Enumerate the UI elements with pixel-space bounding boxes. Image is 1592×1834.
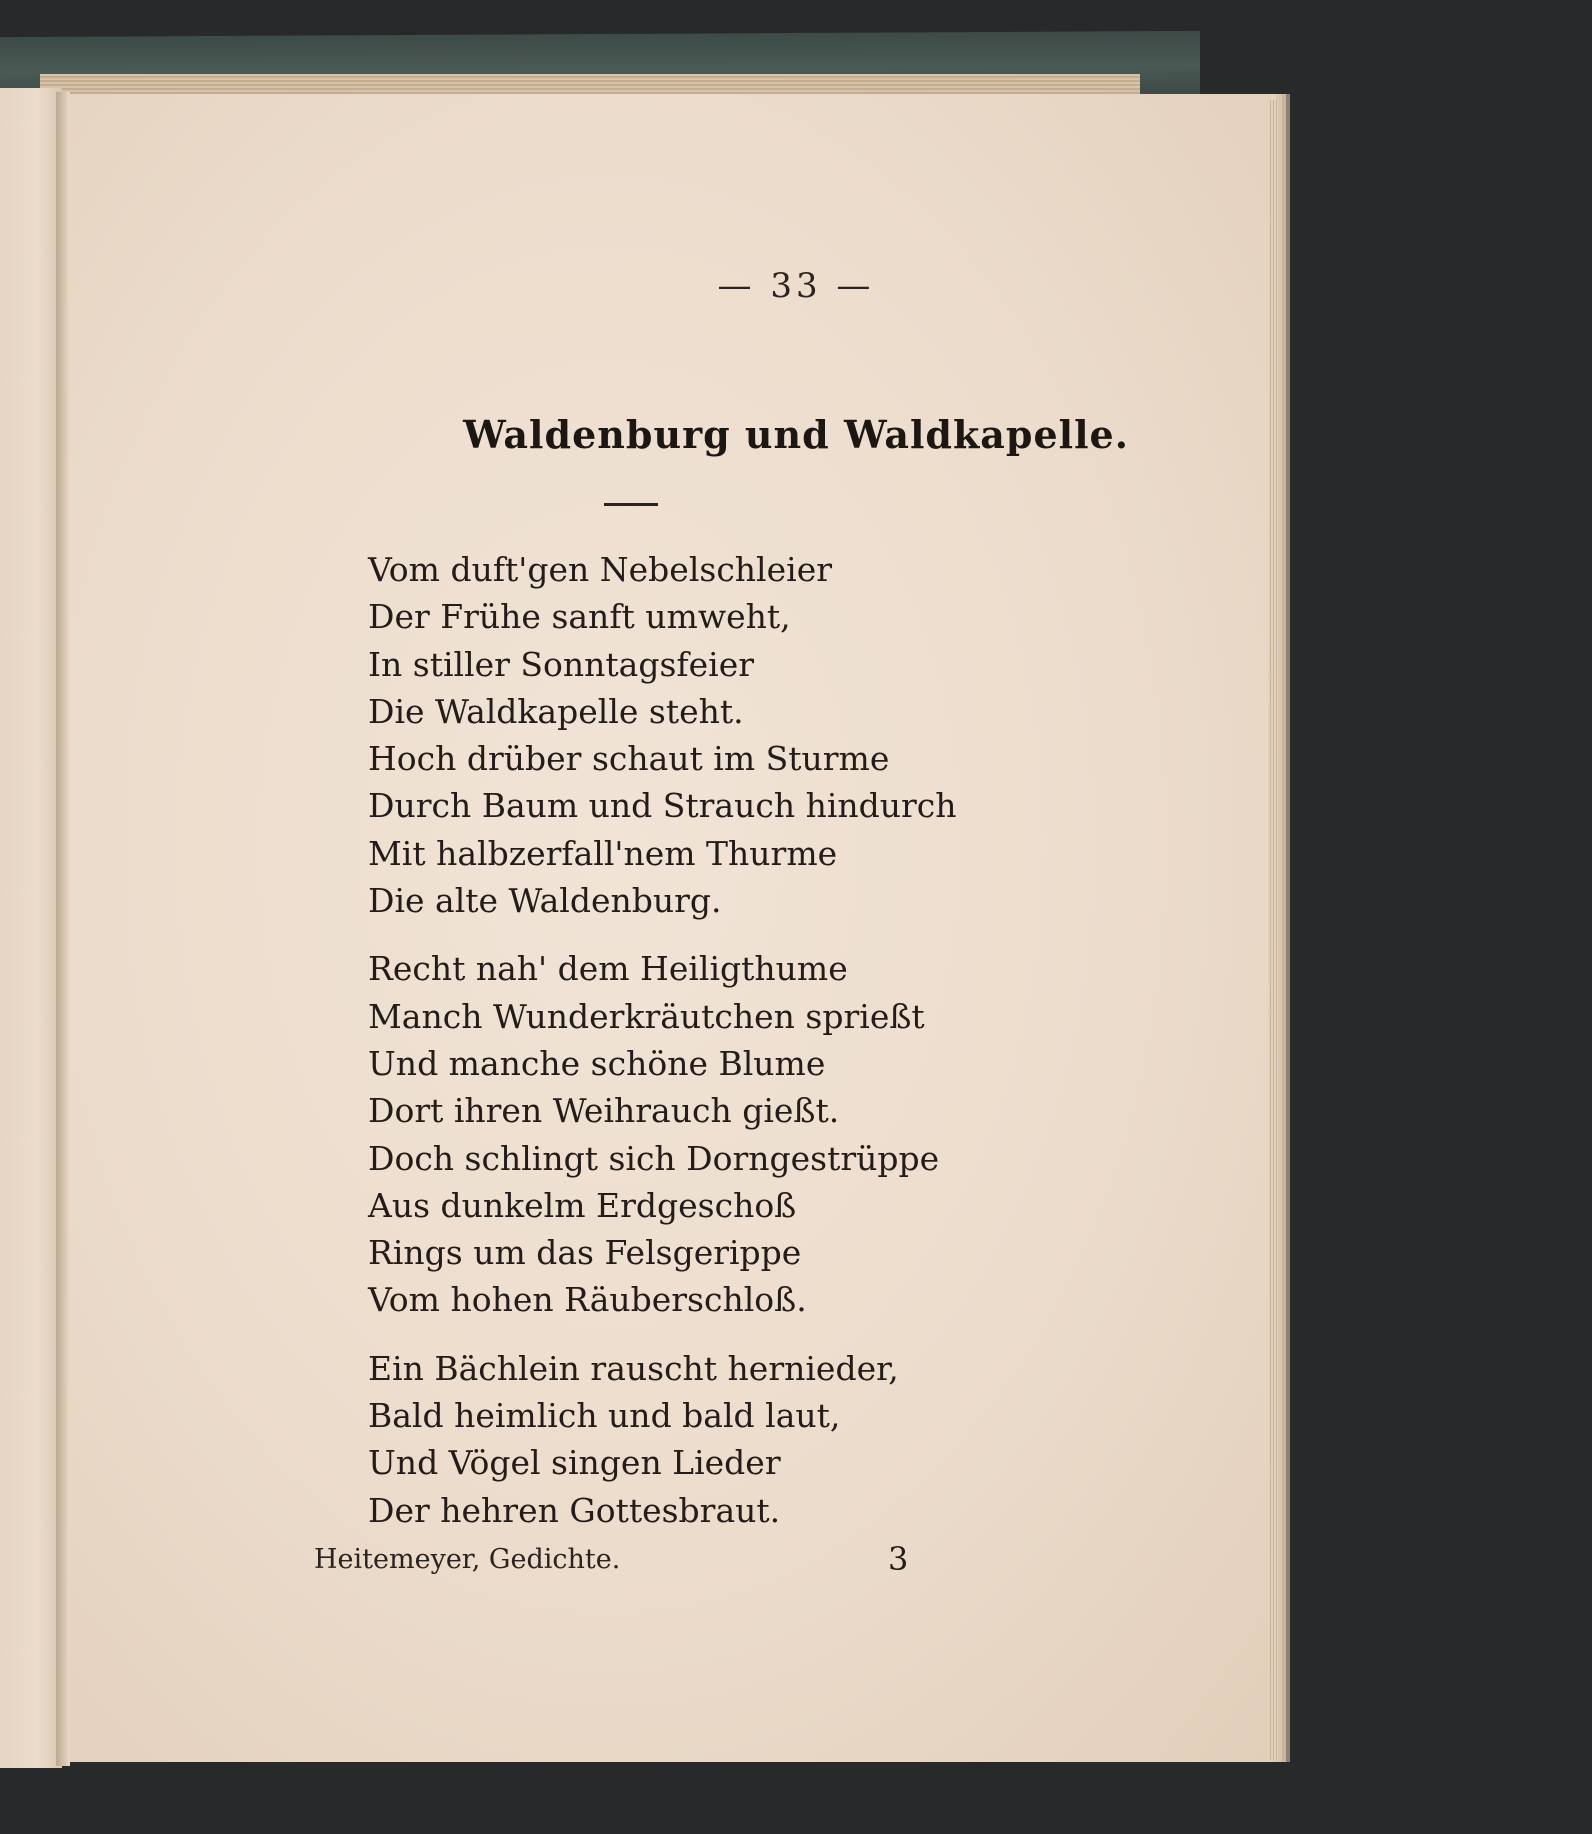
poem-line: Manch Wunderkräutchen sprießt (368, 996, 925, 1036)
title-rule (604, 503, 658, 506)
stanza-3 (368, 1345, 957, 1534)
poem-line: Bald heimlich und bald laut, (368, 1396, 841, 1436)
poem-line: Durch Baum und Strauch hindurch (368, 786, 957, 826)
poem-line: Ein Bächlein rauscht hernieder, (368, 1348, 899, 1388)
poem-line: Vom duft'gen Nebelschleier (368, 550, 832, 589)
page-right-edge (1268, 100, 1278, 1760)
left-page (0, 88, 62, 1768)
poem-body (368, 546, 957, 1555)
poem-title: Waldenburg und Waldkapelle. (463, 412, 1129, 457)
poem-line: Die alte Waldenburg. (368, 881, 722, 921)
poem-line: Rings um das Felsgerippe (368, 1233, 802, 1273)
footer-sheet-number: 3 (888, 1540, 909, 1578)
poem-line: Mit halbzerfall'nem Thurme (368, 833, 838, 873)
poem-line: Und manche schöne Blume (368, 1043, 826, 1083)
poem-line: Hoch drüber schaut im Sturme (368, 739, 890, 779)
poem-line: Aus dunkelm Erdgeschoß (368, 1185, 797, 1225)
poem-line: Die Waldkapelle steht. (368, 691, 744, 731)
book-gutter (56, 92, 70, 1766)
poem-line: Und Vögel singen Lieder (368, 1443, 781, 1483)
stanza-2 (368, 945, 957, 1323)
poem-line: Recht nah' dem Heiligthume (368, 949, 848, 989)
poem-line: Dort ihren Weihrauch gießt. (368, 1091, 840, 1131)
stanza-1 (368, 546, 957, 924)
poem-line: In stiller Sonntagsfeier (368, 644, 755, 684)
poem-line: Doch schlingt sich Dorngestrüppe (368, 1138, 940, 1178)
poem-line: Der Frühe sanft umweht, (368, 597, 791, 637)
poem-line: Vom hohen Räuberschloß. (368, 1280, 807, 1320)
page-header: — 33 — (717, 266, 875, 306)
footer-signature: Heitemeyer, Gedichte. (314, 1544, 621, 1575)
poem-line: Der hehren Gottesbraut. (368, 1490, 781, 1530)
